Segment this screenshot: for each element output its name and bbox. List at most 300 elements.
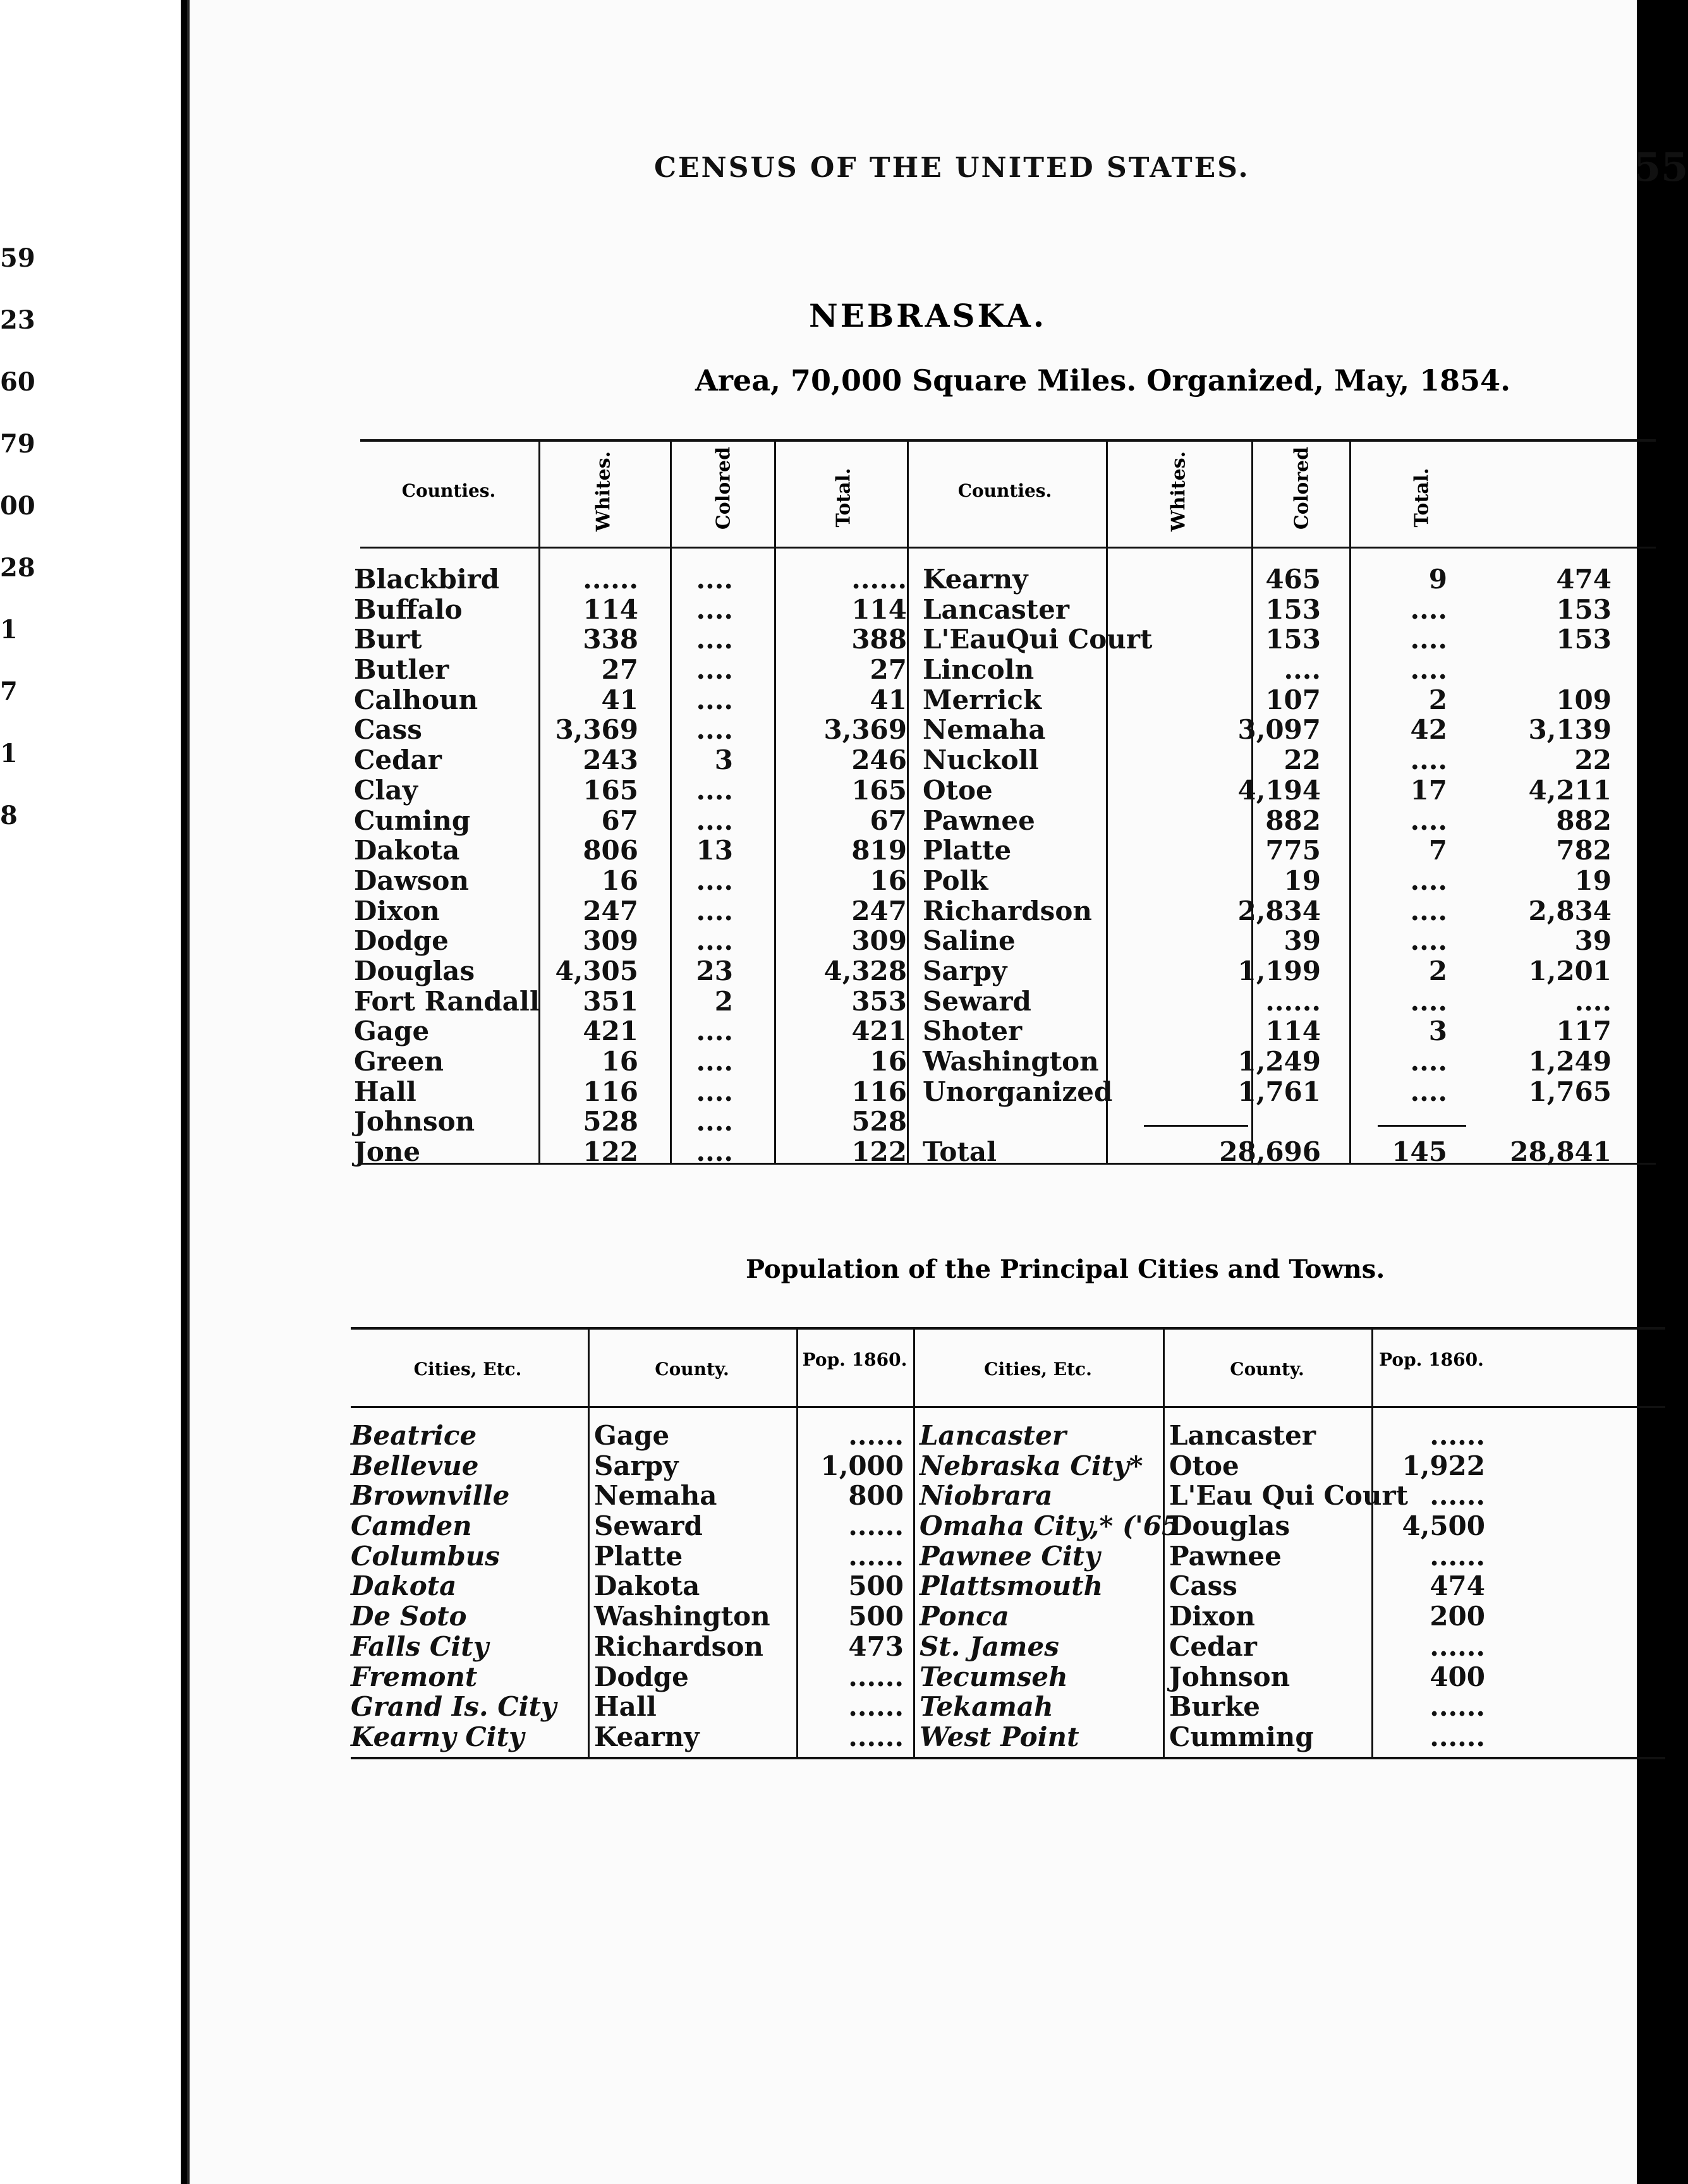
total-value: 109: [1556, 684, 1612, 715]
left-page-number: 28: [0, 553, 35, 583]
colored-value: 3: [714, 744, 733, 776]
county-name: Platte: [923, 835, 1012, 866]
left-page-number: 1: [0, 739, 18, 768]
table-row: [923, 1137, 1618, 1167]
county-name: Lancaster: [923, 593, 1069, 625]
whites-value: 351: [583, 985, 638, 1017]
table-row: [923, 655, 1618, 685]
table-row: [923, 745, 1618, 775]
colored-value: ....: [1410, 985, 1447, 1017]
city-name: Grand Is. City: [351, 1691, 557, 1723]
total-value: 122: [851, 1136, 907, 1168]
total-value: 2,834: [1528, 895, 1612, 926]
colored-value: 7: [1428, 835, 1447, 866]
whites-value: 41: [601, 684, 638, 715]
population-value: 474: [1430, 1570, 1485, 1602]
colored-value: ....: [696, 593, 733, 625]
table-row: [354, 654, 907, 686]
county-name: Nuckoll: [923, 744, 1039, 776]
table-row: [923, 896, 1618, 926]
header-cities: Cities, Etc.: [413, 1359, 522, 1380]
population-value: 500: [848, 1570, 904, 1602]
colored-value: 9: [1428, 564, 1447, 595]
county-name: Jone: [354, 1136, 421, 1168]
county-name: Cumming: [1169, 1721, 1314, 1752]
county-name: Saline: [923, 925, 1016, 957]
colored-value: ....: [1410, 895, 1447, 926]
county-name: Kearny: [594, 1721, 700, 1752]
table-row: [923, 1107, 1618, 1137]
county-name: Hall: [594, 1691, 657, 1723]
colored-value: ....: [1410, 593, 1447, 625]
table-row: [354, 1016, 907, 1047]
colored-value: ....: [1410, 744, 1447, 776]
whites-value: 806: [583, 835, 638, 866]
column-divider: [907, 439, 909, 1163]
county-name: Richardson: [923, 895, 1092, 926]
total-rule: [1378, 1125, 1466, 1127]
population-value: ......: [1430, 1540, 1485, 1572]
county-name: L'EauQui Court: [923, 624, 1153, 655]
population-value: 500: [848, 1601, 904, 1632]
population-value: ......: [1430, 1480, 1485, 1512]
city-name: Tecumseh: [920, 1661, 1068, 1692]
table-row: [354, 774, 907, 806]
county-name: Dixon: [1169, 1601, 1255, 1632]
whites-value: 338: [583, 624, 638, 655]
whites-value: 114: [583, 593, 638, 625]
whites-value: 4,305: [555, 955, 638, 986]
county-name: Kearny: [923, 564, 1028, 595]
left-page-numbers: [0, 228, 35, 847]
city-name: Brownville: [351, 1480, 510, 1512]
county-name: Dakota: [354, 835, 460, 866]
table-row: [923, 1046, 1618, 1077]
county-name: Buffalo: [354, 593, 463, 625]
total-value: ......: [851, 564, 907, 595]
county-name: Polk: [923, 864, 988, 896]
table-row: [923, 685, 1618, 715]
county-table-right: [923, 564, 1618, 1167]
total-value: 117: [1556, 1016, 1612, 1047]
colored-value: ....: [1410, 1076, 1447, 1107]
county-name: Dixon: [354, 895, 440, 926]
county-name: Cass: [1169, 1570, 1237, 1602]
county-name: Total: [923, 1136, 997, 1168]
city-name: Lancaster: [920, 1420, 1066, 1451]
county-name: Otoe: [1169, 1450, 1239, 1481]
county-name: Pawnee: [1169, 1540, 1282, 1572]
county-name: Unorganized: [923, 1076, 1113, 1107]
whites-value: 1,761: [1237, 1076, 1321, 1107]
colored-value: 13: [696, 835, 733, 866]
city-name: Kearny City: [351, 1721, 525, 1752]
population-value: 473: [848, 1630, 904, 1662]
county-name: Hall: [354, 1076, 416, 1107]
whites-value: 465: [1265, 564, 1321, 595]
whites-value: 107: [1265, 684, 1321, 715]
colored-value: ....: [1410, 1046, 1447, 1077]
table-row: [354, 895, 907, 926]
total-value: 16: [870, 1046, 907, 1077]
city-name: Pawnee City: [920, 1540, 1100, 1572]
colored-value: 23: [696, 955, 733, 986]
colored-value: ....: [696, 864, 733, 896]
table-row: [354, 955, 907, 986]
table-row: [923, 926, 1618, 956]
table-row: [354, 1046, 907, 1077]
county-name: Cass: [354, 714, 422, 746]
total-value: 246: [851, 744, 907, 776]
colored-value: ....: [1410, 624, 1447, 655]
county-name: Platte: [594, 1540, 683, 1572]
county-name: Nemaha: [594, 1480, 717, 1512]
colored-value: ....: [696, 1046, 733, 1077]
table-row: [920, 1421, 1488, 1451]
city-table-top-rule: [351, 1327, 1665, 1330]
whites-value: 153: [1265, 593, 1321, 625]
left-page-number: 1: [0, 615, 18, 645]
county-name: Gage: [354, 1016, 430, 1047]
left-page-edge: [0, 0, 181, 2184]
county-name: Seward: [594, 1510, 703, 1542]
whites-value: 4,194: [1237, 774, 1321, 806]
table-row: [923, 866, 1618, 896]
left-page-number: 60: [0, 367, 35, 397]
left-page-number: 23: [0, 305, 35, 335]
table-row: [920, 1571, 1488, 1601]
table-row: [351, 1511, 907, 1541]
population-value: ......: [848, 1420, 904, 1451]
table-row: [920, 1511, 1488, 1541]
whites-value: 247: [583, 895, 638, 926]
colored-value: ....: [696, 774, 733, 806]
header-colored: Colored: [1290, 446, 1313, 530]
whites-value: 16: [601, 864, 638, 896]
total-value: 4,211: [1528, 774, 1612, 806]
city-name: West Point: [920, 1721, 1079, 1752]
county-name: Sarpy: [923, 955, 1007, 986]
county-name: Washington: [594, 1601, 770, 1632]
column-divider: [913, 1327, 915, 1757]
whites-value: 3,097: [1237, 714, 1321, 746]
total-value: 114: [851, 593, 907, 625]
total-value: 882: [1556, 804, 1612, 836]
county-name: L'Eau Qui Court: [1169, 1480, 1408, 1512]
colored-value: ....: [696, 624, 733, 655]
table-row: [351, 1481, 907, 1511]
colored-value: ....: [696, 714, 733, 746]
total-value: 309: [851, 925, 907, 957]
colored-value: 145: [1392, 1136, 1447, 1168]
whites-value: 116: [583, 1076, 638, 1107]
whites-value: 3,369: [555, 714, 638, 746]
city-name: Plattsmouth: [920, 1570, 1103, 1602]
table-row: [354, 804, 907, 836]
county-name: Shoter: [923, 1016, 1023, 1047]
whites-value: 67: [601, 804, 638, 836]
population-value: ......: [1430, 1630, 1485, 1662]
whites-value: ......: [1265, 985, 1321, 1017]
page: [187, 0, 1688, 2184]
header-whites: Whites.: [592, 451, 615, 532]
table-row: [920, 1722, 1488, 1752]
whites-value: ....: [1284, 654, 1321, 686]
total-value: 3,369: [823, 714, 907, 746]
table-row: [354, 593, 907, 625]
left-page-number: 79: [0, 429, 35, 459]
population-value: 1,922: [1402, 1450, 1485, 1481]
city-name: Bellevue: [351, 1450, 479, 1481]
table-row: [923, 956, 1618, 986]
city-name: Ponca: [920, 1601, 1009, 1632]
page-number: 55: [1634, 144, 1688, 190]
total-value: 28,841: [1510, 1136, 1612, 1168]
total-value: 474: [1556, 564, 1612, 595]
colored-value: ....: [696, 804, 733, 836]
table-row: [351, 1541, 907, 1572]
table-row: [923, 624, 1618, 655]
table-row: [923, 986, 1618, 1017]
table-row: [354, 1076, 907, 1107]
city-table-bottom-rule: [351, 1757, 1665, 1759]
table-row: [351, 1692, 907, 1722]
whites-value: 528: [583, 1106, 638, 1138]
whites-value: 165: [583, 774, 638, 806]
colored-value: ....: [696, 895, 733, 926]
table-row: [354, 985, 907, 1017]
whites-value: 22: [1284, 744, 1321, 776]
colored-value: ....: [1410, 654, 1447, 686]
table-row: [920, 1601, 1488, 1632]
population-value: ......: [1430, 1691, 1485, 1723]
city-name: Falls City: [351, 1630, 489, 1662]
colored-value: 42: [1410, 714, 1447, 746]
whites-value: 421: [583, 1016, 638, 1047]
total-value: 4,328: [823, 955, 907, 986]
table-row: [920, 1481, 1488, 1511]
colored-value: 3: [1428, 1016, 1447, 1047]
page-title: NEBRASKA.: [809, 297, 1047, 334]
table-row: [351, 1421, 907, 1451]
whites-value: 122: [583, 1136, 638, 1168]
population-value: 800: [848, 1480, 904, 1512]
whites-value: 16: [601, 1046, 638, 1077]
city-name: Tekamah: [920, 1691, 1053, 1723]
table-row: [354, 684, 907, 715]
county-name: Douglas: [1169, 1510, 1290, 1542]
city-name: St. James: [920, 1630, 1059, 1662]
total-value: 67: [870, 804, 907, 836]
population-value: 200: [1430, 1601, 1485, 1632]
header-whites: Whites.: [1167, 451, 1190, 532]
whites-value: 243: [583, 744, 638, 776]
table-row: [354, 864, 907, 896]
total-value: 39: [1574, 925, 1612, 957]
table-row: [354, 1136, 907, 1168]
whites-value: 1,249: [1237, 1046, 1321, 1077]
colored-value: ....: [696, 1016, 733, 1047]
city-name: Omaha City,* ('65: [920, 1510, 1181, 1542]
total-value: 1,249: [1528, 1046, 1612, 1077]
table-row: [354, 564, 907, 595]
population-value: ......: [1430, 1721, 1485, 1752]
city-name: De Soto: [351, 1601, 467, 1632]
total-value: ....: [1574, 985, 1612, 1017]
left-page-number: 00: [0, 491, 35, 521]
city-name: Niobrara: [920, 1480, 1053, 1512]
county-name: Green: [354, 1046, 444, 1077]
population-value: ......: [848, 1540, 904, 1572]
header-county: County.: [655, 1359, 729, 1380]
whites-value: 28,696: [1219, 1136, 1321, 1168]
population-value: 1,000: [820, 1450, 904, 1481]
total-value: 22: [1574, 744, 1612, 776]
county-name: Cedar: [354, 744, 442, 776]
running-title: CENSUS OF THE UNITED STATES.: [654, 152, 1250, 184]
whites-value: 153: [1265, 624, 1321, 655]
population-value: ......: [848, 1661, 904, 1692]
colored-value: ....: [696, 654, 733, 686]
header-county: County.: [1230, 1359, 1304, 1380]
whites-value: 114: [1265, 1016, 1321, 1047]
city-table-left: [351, 1421, 907, 1752]
table-row: [351, 1632, 907, 1662]
header-total: Total.: [832, 468, 855, 528]
colored-value: 2: [1428, 955, 1447, 986]
table-row: [354, 835, 907, 866]
header-counties: Counties.: [957, 480, 1052, 501]
total-value: 528: [851, 1106, 907, 1138]
total-rule: [1144, 1125, 1248, 1127]
county-name: Cuming: [354, 804, 471, 836]
total-value: 153: [1556, 624, 1612, 655]
city-table-header-rule: [351, 1406, 1665, 1408]
table-row: [351, 1722, 907, 1752]
table-top-rule: [360, 439, 1656, 442]
city-table-right: [920, 1421, 1488, 1752]
header-pop: Pop. 1860.: [802, 1349, 908, 1370]
city-name: Camden: [351, 1510, 472, 1542]
city-name: Columbus: [351, 1540, 500, 1572]
section-title: Population of the Principal Cities and Towns.: [746, 1254, 1385, 1284]
county-name: Merrick: [923, 684, 1042, 715]
county-name: Washington: [923, 1046, 1099, 1077]
table-row: [923, 775, 1618, 806]
whites-value: 775: [1265, 835, 1321, 866]
total-value: 421: [851, 1016, 907, 1047]
total-value: 1,765: [1528, 1076, 1612, 1107]
table-row: [923, 835, 1618, 866]
total-value: 27: [870, 654, 907, 686]
whites-value: 39: [1284, 925, 1321, 957]
county-name: Pawnee: [923, 804, 1035, 836]
city-name: Nebraska City*: [920, 1450, 1143, 1481]
population-value: ......: [848, 1691, 904, 1723]
header-total: Total.: [1411, 468, 1433, 528]
colored-value: ....: [696, 684, 733, 715]
whites-value: 2,834: [1237, 895, 1321, 926]
county-name: Blackbird: [354, 564, 500, 595]
city-name: Beatrice: [351, 1420, 477, 1451]
left-page-number: 8: [0, 801, 18, 830]
county-name: Fort Randall: [354, 985, 540, 1017]
county-name: Dawson: [354, 864, 469, 896]
table-header-rule: [360, 547, 1656, 549]
table-row: [923, 1077, 1618, 1107]
county-name: Burke: [1169, 1691, 1260, 1723]
colored-value: ....: [696, 1106, 733, 1138]
total-value: 19: [1574, 864, 1612, 896]
county-name: Richardson: [594, 1630, 763, 1662]
table-row: [923, 595, 1618, 625]
table-row: [354, 1106, 907, 1138]
total-value: 3,139: [1528, 714, 1612, 746]
total-value: 353: [851, 985, 907, 1017]
table-row: [354, 624, 907, 655]
table-row: [354, 714, 907, 746]
total-value: 247: [851, 895, 907, 926]
county-name: Cedar: [1169, 1630, 1257, 1662]
colored-value: ....: [1410, 804, 1447, 836]
table-row: [923, 715, 1618, 745]
colored-value: ....: [696, 1076, 733, 1107]
county-name: Johnson: [1169, 1661, 1290, 1692]
total-value: 388: [851, 624, 907, 655]
county-table-left: [354, 564, 907, 1168]
county-name: Dakota: [594, 1570, 700, 1602]
whites-value: 309: [583, 925, 638, 957]
county-name: Seward: [923, 985, 1031, 1017]
whites-value: 27: [601, 654, 638, 686]
header-counties: Counties.: [401, 480, 496, 501]
county-name: Johnson: [354, 1106, 475, 1138]
colored-value: 17: [1410, 774, 1447, 806]
table-row: [920, 1662, 1488, 1692]
county-name: Otoe: [923, 774, 993, 806]
header-pop: Pop. 1860.: [1379, 1349, 1484, 1370]
colored-value: 2: [1428, 684, 1447, 715]
city-name: Dakota: [351, 1570, 457, 1602]
header-cities: Cities, Etc.: [984, 1359, 1092, 1380]
county-name: Calhoun: [354, 684, 478, 715]
table-row: [351, 1451, 907, 1481]
county-name: Sarpy: [594, 1450, 679, 1481]
table-row: [920, 1451, 1488, 1481]
population-value: 400: [1430, 1661, 1485, 1692]
county-name: Nemaha: [923, 714, 1046, 746]
county-name: Clay: [354, 774, 418, 806]
population-value: ......: [848, 1721, 904, 1752]
table-row: [920, 1632, 1488, 1662]
county-name: Douglas: [354, 955, 475, 986]
whites-value: 19: [1284, 864, 1321, 896]
total-value: 116: [851, 1076, 907, 1107]
table-row: [351, 1571, 907, 1601]
colored-value: ....: [696, 925, 733, 957]
table-row: [923, 1016, 1618, 1046]
whites-value: 1,199: [1237, 955, 1321, 986]
county-name: Dodge: [594, 1661, 689, 1692]
total-value: 819: [851, 835, 907, 866]
table-row: [351, 1662, 907, 1692]
city-name: Fremont: [351, 1661, 478, 1692]
population-value: ......: [1430, 1420, 1485, 1451]
table-row: [920, 1692, 1488, 1722]
whites-value: ......: [583, 564, 638, 595]
county-name: Burt: [354, 624, 422, 655]
colored-value: ....: [1410, 925, 1447, 957]
